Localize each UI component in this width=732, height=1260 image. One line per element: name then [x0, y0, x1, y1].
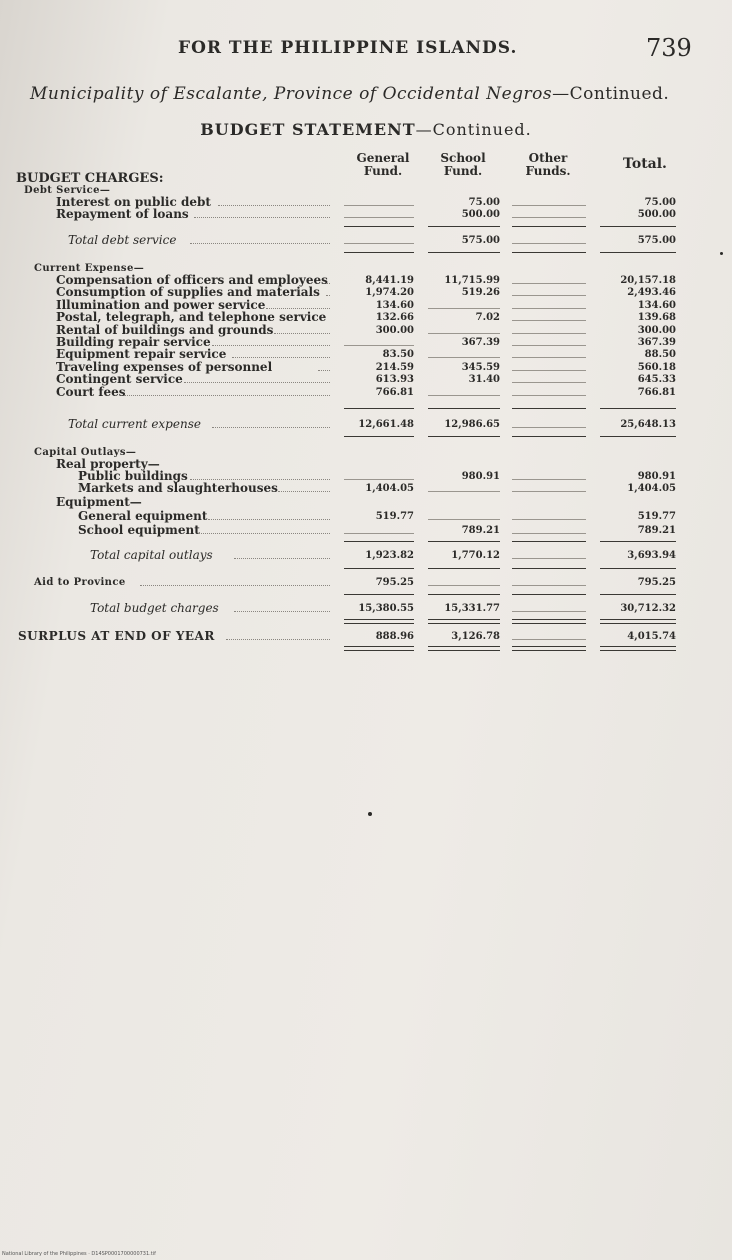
- double-rule: [344, 619, 414, 624]
- ce-row-general: 83.50: [382, 349, 414, 360]
- row-general-equipment-label: General equipment: [78, 509, 208, 523]
- row-aid-province-school-dash: [428, 585, 500, 586]
- section-rule: [428, 252, 500, 253]
- ce-row-school: 31.40: [468, 374, 500, 385]
- running-title: FOR THE PHILIPPINE ISLANDS.: [178, 38, 518, 58]
- section-rule: [428, 568, 500, 569]
- section-rule: [512, 252, 586, 253]
- section-rule: [600, 568, 676, 569]
- municipality-line: Municipality of Escalante, Province of Occidental Negros: [30, 84, 553, 104]
- subtotal-rule: [600, 408, 676, 409]
- ce-row-leader: [184, 382, 330, 383]
- row-markets-leader: [278, 491, 330, 492]
- subtotal-rule: [600, 226, 676, 227]
- row-total-budget-label: Total budget charges: [90, 601, 219, 615]
- row-total-capital-general: 1,923.82: [365, 550, 414, 561]
- ce-row-general: 214.59: [375, 362, 414, 373]
- row-markets-label: Markets and slaughterhouses: [78, 481, 278, 495]
- subtotal-rule: [344, 408, 414, 409]
- row-repayment-label: Repayment of loans: [56, 207, 189, 221]
- section-rule: [600, 436, 676, 437]
- statement-title: [0, 120, 732, 139]
- row-public-buildings-general-dash: [344, 479, 414, 480]
- row-markets-total: 1,404.05: [627, 483, 676, 494]
- section-rule: [344, 436, 414, 437]
- row-aid-province-general: 795.25: [375, 577, 414, 588]
- subtotal-rule: [344, 226, 414, 227]
- row-public-buildings-total: 980.91: [637, 471, 676, 482]
- real-property-heading: Real property—: [56, 457, 160, 471]
- ce-row-label: Equipment repair service: [56, 347, 227, 361]
- row-total-current-school: 12,986.65: [444, 419, 500, 430]
- ce-row-school: 367.39: [461, 337, 500, 348]
- ce-row-other-dash: [512, 320, 586, 321]
- capital-outlays-heading: Capital Outlays—: [34, 447, 137, 458]
- row-aid-province-leader: [140, 585, 330, 586]
- section-rule: [428, 436, 500, 437]
- row-general-equipment-school-dash: [428, 519, 500, 520]
- row-general-equipment-leader: [208, 519, 330, 520]
- row-surplus-leader: [226, 639, 330, 640]
- row-general-equipment-general: 519.77: [375, 511, 414, 522]
- row-total-budget-other-dash: [512, 611, 586, 612]
- ce-row-total: 88.50: [644, 349, 676, 360]
- row-total-debt-leader: [190, 243, 330, 244]
- section-rule: [512, 436, 586, 437]
- row-interest-general-dash: [344, 205, 414, 206]
- row-public-buildings-leader: [190, 479, 330, 480]
- ce-row-general: 613.93: [375, 374, 414, 385]
- row-interest-other-dash: [512, 205, 586, 206]
- row-surplus-other-dash: [512, 639, 586, 640]
- row-total-current-label: Total current expense: [68, 417, 201, 431]
- row-surplus-school: 3,126.78: [451, 631, 500, 642]
- ce-row-label: Contingent service: [56, 372, 183, 386]
- section-rule: [428, 594, 500, 595]
- row-school-equipment-leader: [198, 533, 330, 534]
- row-aid-province-label: Aid to Province: [34, 577, 126, 588]
- ce-row-label: Illumination and power service: [56, 298, 266, 312]
- equipment-heading: Equipment—: [56, 495, 142, 509]
- subtotal-rule: [428, 408, 500, 409]
- row-total-current-leader: [212, 427, 330, 428]
- row-surplus-total: 4,015.74: [627, 631, 676, 642]
- ce-row-total: 134.60: [637, 300, 676, 311]
- ink-speck: [720, 252, 723, 255]
- section-rule: [600, 594, 676, 595]
- running-head: [0, 34, 732, 62]
- row-markets-school-dash: [428, 491, 500, 492]
- section-rule: [344, 568, 414, 569]
- row-repayment-total: 500.00: [637, 209, 676, 220]
- row-total-budget-total: 30,712.32: [620, 603, 676, 614]
- ce-row-school: 519.26: [461, 287, 500, 298]
- ce-row-other-dash: [512, 333, 586, 334]
- ce-row-general: 766.81: [375, 387, 414, 398]
- row-total-debt-school: 575.00: [461, 235, 500, 246]
- row-total-current-other-dash: [512, 427, 586, 428]
- statement-continued: —Continued.: [415, 120, 532, 139]
- subtotal-rule: [428, 226, 500, 227]
- row-school-equipment-total: 789.21: [637, 525, 676, 536]
- subtotal-rule: [512, 408, 586, 409]
- ce-row-other-dash: [512, 370, 586, 371]
- ce-row-label: Rental of buildings and grounds: [56, 323, 274, 337]
- double-rule: [512, 646, 586, 651]
- ce-row-leader: [232, 357, 330, 358]
- ce-row-leader: [212, 345, 330, 346]
- ce-row-school: 7.02: [475, 312, 500, 323]
- page-number: 739: [646, 34, 692, 62]
- row-school-equipment-general-dash: [344, 533, 414, 534]
- ce-row-school-dash: [428, 357, 500, 358]
- double-rule: [428, 619, 500, 624]
- municipality-continued: —Continued.: [552, 84, 670, 104]
- ce-row-general-dash: [344, 345, 414, 346]
- double-rule: [344, 646, 414, 651]
- section-rule: [344, 594, 414, 595]
- row-markets-general: 1,404.05: [365, 483, 414, 494]
- ce-row-general: 300.00: [375, 325, 414, 336]
- ce-row-school-dash: [428, 333, 500, 334]
- ce-row-general: 1,974.20: [365, 287, 414, 298]
- current-expense-heading: Current Expense—: [34, 263, 145, 274]
- section-rule: [600, 252, 676, 253]
- row-total-debt-total: 575.00: [637, 235, 676, 246]
- row-total-current-total: 25,648.13: [620, 419, 676, 430]
- row-aid-province-other-dash: [512, 585, 586, 586]
- ce-row-total: 560.18: [637, 362, 676, 373]
- row-public-buildings-school: 980.91: [461, 471, 500, 482]
- section-rule: [344, 252, 414, 253]
- statement-title-text: BUDGET STATEMENT: [200, 120, 416, 139]
- section-rule: [512, 568, 586, 569]
- ce-row-total: 139.68: [637, 312, 676, 323]
- row-general-equipment-other-dash: [512, 519, 586, 520]
- scan-footer: National Library of the Philippines · D14SP0001700000731.tif: [2, 1251, 156, 1257]
- row-total-budget-school: 15,331.77: [444, 603, 500, 614]
- row-school-equipment-other-dash: [512, 533, 586, 534]
- row-total-budget-leader: [234, 611, 330, 612]
- row-total-debt-other-dash: [512, 243, 586, 244]
- row-total-budget-general: 15,380.55: [358, 603, 414, 614]
- ce-row-total: 766.81: [637, 387, 676, 398]
- ce-row-leader: [274, 333, 330, 334]
- ce-row-label: Court fees: [56, 385, 126, 399]
- row-total-capital-school: 1,770.12: [451, 550, 500, 561]
- row-total-capital-total: 3,693.94: [627, 550, 676, 561]
- row-surplus-label: SURPLUS AT END OF YEAR: [18, 629, 215, 643]
- row-interest-school: 75.00: [468, 197, 500, 208]
- ce-row-label: Postal, telegraph, and telephone service: [56, 310, 327, 324]
- subtotal-rule: [512, 541, 586, 542]
- row-markets-other-dash: [512, 491, 586, 492]
- row-repayment-leader: [194, 217, 330, 218]
- ce-row-leader: [326, 283, 330, 284]
- row-interest-label: Interest on public debt: [56, 195, 211, 209]
- ce-row-total: 2,493.46: [627, 287, 676, 298]
- ce-row-leader: [266, 308, 330, 309]
- subtotal-rule: [428, 541, 500, 542]
- ce-row-school-dash: [428, 308, 500, 309]
- row-repayment-other-dash: [512, 217, 586, 218]
- ce-row-leader: [326, 295, 330, 296]
- ce-row-other-dash: [512, 345, 586, 346]
- col-total: Total.: [623, 156, 667, 172]
- row-interest-leader: [218, 205, 330, 206]
- subtotal-rule: [512, 226, 586, 227]
- ce-row-total: 645.33: [637, 374, 676, 385]
- ce-row-school-dash: [428, 395, 500, 396]
- row-total-debt-general-dash: [344, 243, 414, 244]
- subtotal-rule: [344, 541, 414, 542]
- col-school-fund: School Fund.: [440, 151, 486, 178]
- row-public-buildings-other-dash: [512, 479, 586, 480]
- ce-row-school: 345.59: [461, 362, 500, 373]
- row-repayment-general-dash: [344, 217, 414, 218]
- double-rule: [600, 619, 676, 624]
- row-interest-total: 75.00: [644, 197, 676, 208]
- row-school-equipment-school: 789.21: [461, 525, 500, 536]
- ce-row-other-dash: [512, 308, 586, 309]
- row-aid-province-total: 795.25: [637, 577, 676, 588]
- double-rule: [512, 619, 586, 624]
- row-general-equipment-total: 519.77: [637, 511, 676, 522]
- row-school-equipment-label: School equipment: [78, 523, 200, 537]
- ce-row-label: Building repair service: [56, 335, 211, 349]
- ce-row-leader: [124, 395, 330, 396]
- ce-row-total: 20,157.18: [620, 275, 676, 286]
- ce-row-leader: [318, 370, 330, 371]
- budget-charges-heading: BUDGET CHARGES:: [16, 171, 164, 186]
- subtotal-rule: [600, 541, 676, 542]
- ink-speck: [368, 812, 372, 816]
- municipality-heading: [30, 84, 720, 104]
- ce-row-general: 8,441.19: [365, 275, 414, 286]
- ce-row-total: 367.39: [637, 337, 676, 348]
- ce-row-other-dash: [512, 382, 586, 383]
- row-total-capital-label: Total capital outlays: [90, 548, 213, 562]
- row-total-capital-leader: [234, 558, 330, 559]
- ce-row-other-dash: [512, 283, 586, 284]
- row-public-buildings-label: Public buildings: [78, 469, 188, 483]
- row-total-current-general: 12,661.48: [358, 419, 414, 430]
- ce-row-other-dash: [512, 357, 586, 358]
- ce-row-general: 134.60: [375, 300, 414, 311]
- ce-row-general: 132.66: [375, 312, 414, 323]
- debt-service-heading: Debt Service—: [24, 185, 111, 196]
- section-rule: [512, 594, 586, 595]
- ce-row-label: Consumption of supplies and materials: [56, 285, 320, 299]
- ce-row-other-dash: [512, 295, 586, 296]
- ce-row-total: 300.00: [637, 325, 676, 336]
- col-other-funds: Other Funds.: [525, 151, 571, 178]
- row-surplus-general: 888.96: [375, 631, 414, 642]
- ce-row-label: Traveling expenses of personnel: [56, 360, 273, 374]
- row-total-capital-other-dash: [512, 558, 586, 559]
- double-rule: [600, 646, 676, 651]
- ce-row-school: 11,715.99: [444, 275, 500, 286]
- row-repayment-school: 500.00: [461, 209, 500, 220]
- row-total-debt-label: Total debt service: [68, 233, 177, 247]
- ce-row-label: Compensation of officers and employees: [56, 273, 328, 287]
- ce-row-other-dash: [512, 395, 586, 396]
- double-rule: [428, 646, 500, 651]
- col-general-fund: General Fund.: [356, 151, 410, 178]
